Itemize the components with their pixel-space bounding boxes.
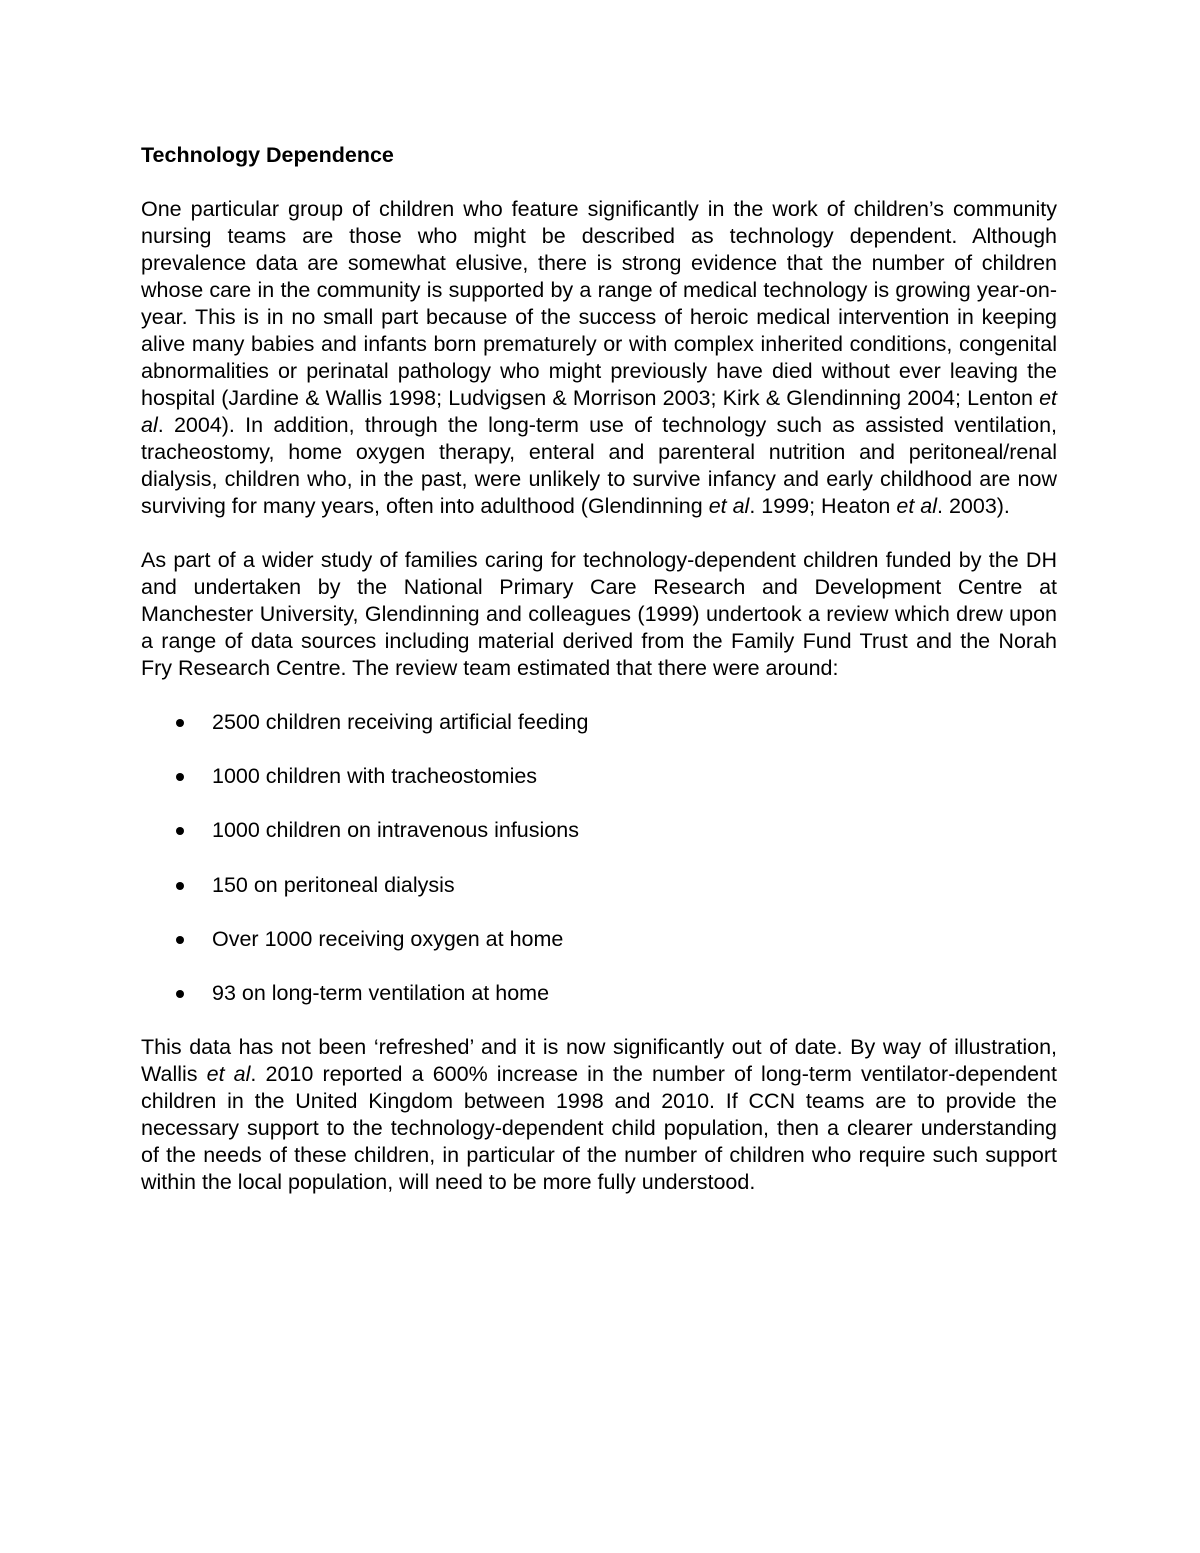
paragraph-conclusion-text-2: . 2010 reported a 600% increase in the number of long-term ventilator-dependent children in the United Kingdom between 1998 and 2010. If CCN teams are to provide the necessary support to the technology-dependent child population, then a clearer understanding of the needs of these children, in particular of the number of children who require such support within the local population, will need to be more fully understood. <box>141 1062 1057 1195</box>
paragraph-intro <box>141 196 1057 520</box>
paragraph-conclusion-text-1: This data has not been ‘refreshed’ and it is now significantly out of date. By way of illustration, Wallis <box>141 1035 1057 1087</box>
et-al-citation: et al <box>206 1062 251 1087</box>
bullet-icon <box>176 936 184 944</box>
paragraph-intro-text-4: . 2003). <box>937 494 1010 518</box>
bullet-icon <box>176 827 184 835</box>
paragraph-gap <box>141 520 1057 547</box>
list-item-text: Over 1000 receiving oxygen at home <box>212 926 564 951</box>
list-item-text: 1000 children with tracheostomies <box>212 764 538 789</box>
bullet-icon <box>176 882 184 890</box>
list-item-text: 1000 children on intravenous infusions <box>212 818 579 843</box>
paragraph-intro-text-3: . 1999; Heaton <box>749 494 897 518</box>
list-item <box>141 980 1057 1007</box>
bullet-icon <box>176 990 184 998</box>
list-item <box>141 763 1057 790</box>
list-item-text: 93 on long-term ventilation at home <box>212 980 550 1005</box>
list-item-text: 150 on peritoneal dialysis <box>212 872 455 897</box>
list-item <box>141 872 1057 899</box>
et-al-citation: et al <box>708 494 750 518</box>
document-page <box>141 142 1057 1196</box>
section-heading: Technology Dependence <box>141 143 394 167</box>
paragraph-intro-text-2: . 2004). In addition, through the long-term use of technology such as assisted ventilation, tracheostomy, home oxygen therapy, enteral and parenteral nutrition and peritoneal/renal dialysis, children who, in the past, were unlikely to survive infancy and early childhood are now surviving for many years, often into adulthood (Glendinning <box>141 413 1057 518</box>
bullet-icon <box>176 719 184 727</box>
paragraph-intro-text-1: One particular group of children who feature significantly in the work of children’s community nursing teams are those who might be described as technology dependent. Although prevalence data are somewhat elusive, there is strong evidence that the number of children whose care in the community is supported by a range of medical technology is growing year-on-year. This is in no small part because of the success of heroic medical intervention in keeping alive many babies and infants born prematurely or with complex inherited conditions, congenital abnormalities or perinatal pathology who might previously have died without ever leaving the hospital (Jardine & Wallis 1998; Ludvigsen & Morrison 2003; Kirk & Glendinning 2004; Lenton <box>141 197 1057 410</box>
list-item <box>141 926 1057 953</box>
paragraph-conclusion <box>141 1034 1057 1196</box>
list-item <box>141 817 1057 844</box>
et-al-citation: et al <box>141 386 1057 437</box>
list-item-text: 2500 children receiving artificial feeding <box>212 710 589 734</box>
paragraph-study: As part of a wider study of families caring for technology-dependent children funded by the DH and undertaken by the National Primary Care Research and Development Centre at Manchester University, Glendinning and colleagues (1999) undertook a review which drew upon a range of data sources including material derived from the Family Fund Trust and the Norah Fry Research Centre. The review team estimated that there were around: <box>141 548 1057 680</box>
estimates-list <box>141 709 1057 1007</box>
bullet-icon <box>176 773 184 781</box>
list-item <box>141 709 1057 736</box>
et-al-citation: et al <box>896 494 937 518</box>
